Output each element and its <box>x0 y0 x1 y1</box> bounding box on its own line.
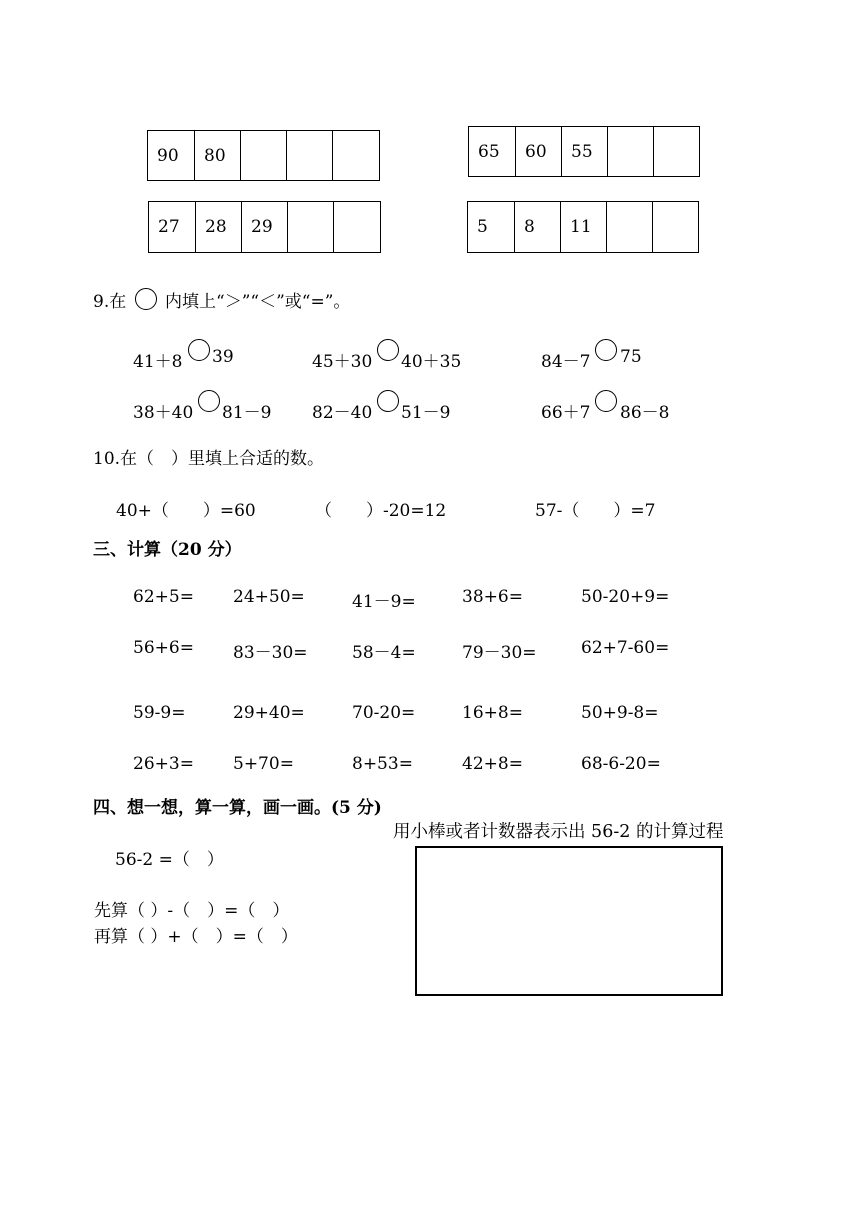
fill-blank-item[interactable]: 40+（ ）=60 <box>116 501 256 521</box>
grid-cell: 28 <box>195 202 241 252</box>
grid-cell: 65 <box>478 141 500 162</box>
grid-cell: 29 <box>241 202 287 252</box>
comparison-right: 75 <box>620 347 642 367</box>
calc-item: 70-20= <box>352 703 416 723</box>
q10-heading: 10.在（ ）里填上合适的数。 <box>93 449 325 469</box>
fill-blank-item[interactable]: 57-（ ）=7 <box>535 501 656 521</box>
compare-circle[interactable] <box>188 339 210 361</box>
compare-circle[interactable] <box>198 390 220 412</box>
sequence-grid-1 <box>147 130 380 181</box>
grid-cell[interactable] <box>240 131 286 180</box>
compare-circle[interactable] <box>377 339 399 361</box>
calc-item: 41－9= <box>352 592 416 612</box>
grid-cell: 55 <box>561 127 607 176</box>
grid-cell: 8 <box>514 202 560 252</box>
grid-cell: 27 <box>158 217 180 237</box>
sequence-grid-3 <box>148 201 381 253</box>
calc-item: 68-6-20= <box>581 754 661 774</box>
comparison-right: 40＋35 <box>401 352 462 372</box>
comparison-left: 66＋7 <box>541 403 591 423</box>
grid-cell: 5 <box>477 217 488 237</box>
grid-cell: 11 <box>560 202 606 252</box>
comparison-right: 51－9 <box>401 403 451 423</box>
calc-item: 59-9= <box>133 703 186 723</box>
calc-item: 50+9-8= <box>581 703 659 723</box>
comparison-left: 82－40 <box>312 403 373 423</box>
sequence-grid-2 <box>468 126 700 177</box>
compare-circle[interactable] <box>595 390 617 412</box>
circle-icon <box>135 288 157 310</box>
calc-item: 16+8= <box>462 703 523 723</box>
comparison-right: 39 <box>212 347 234 367</box>
q9-prefix: 9.在 <box>93 292 127 312</box>
drawing-area[interactable] <box>415 846 723 996</box>
calc-item: 58－4= <box>352 643 416 663</box>
calc-item: 38+6= <box>462 587 523 607</box>
grid-cell[interactable] <box>332 131 378 180</box>
comparison-right: 81－9 <box>222 403 272 423</box>
calc-item: 83－30= <box>233 643 308 663</box>
calc-item: 79－30= <box>462 643 537 663</box>
step-second: 再算（ ）+（ ）=（ ） <box>94 927 298 947</box>
q9-suffix: 内填上“＞”“＜”或“=”。 <box>165 292 351 312</box>
comparison-left: 45＋30 <box>312 352 373 372</box>
grid-cell[interactable] <box>333 202 379 252</box>
grid-cell[interactable] <box>652 202 698 252</box>
comparison-right: 86－8 <box>620 403 670 423</box>
calc-item: 50-20+9= <box>581 587 670 607</box>
comparison-left: 84－7 <box>541 352 591 372</box>
grid-cell[interactable] <box>606 202 652 252</box>
grid-cell: 90 <box>157 145 179 166</box>
sequence-grid-4 <box>467 201 699 253</box>
grid-cell[interactable] <box>286 131 332 180</box>
calc-item: 62+7-60= <box>581 638 670 658</box>
section4-equation: 56-2 =（ ） <box>115 850 224 870</box>
fill-blank-item[interactable]: （ ）-20=12 <box>315 501 447 521</box>
calc-item: 62+5= <box>133 587 194 607</box>
grid-cell[interactable] <box>607 127 653 176</box>
calc-item: 26+3= <box>133 754 194 774</box>
comparison-left: 41＋8 <box>133 352 183 372</box>
grid-cell: 80 <box>194 131 240 180</box>
calc-item: 56+6= <box>133 638 194 658</box>
step-first: 先算（ ）-（ ）=（ ） <box>94 901 290 921</box>
calc-item: 29+40= <box>233 703 305 723</box>
grid-cell: 60 <box>515 127 561 176</box>
calc-item: 42+8= <box>462 754 523 774</box>
section4-title: 四、想一想，算一算，画一画。(5 分) <box>93 798 382 818</box>
compare-circle[interactable] <box>377 390 399 412</box>
q9-heading <box>93 287 350 312</box>
grid-cell[interactable] <box>653 127 699 176</box>
calc-item: 24+50= <box>233 587 305 607</box>
section3-title: 三、计算（20 分） <box>93 540 242 560</box>
comparison-left: 38＋40 <box>133 403 194 423</box>
compare-circle[interactable] <box>595 339 617 361</box>
calc-item: 8+53= <box>352 754 413 774</box>
calc-item: 5+70= <box>233 754 294 774</box>
grid-cell[interactable] <box>287 202 333 252</box>
section4-instruction: 用小棒或者计数器表示出 56-2 的计算过程 <box>393 822 724 842</box>
